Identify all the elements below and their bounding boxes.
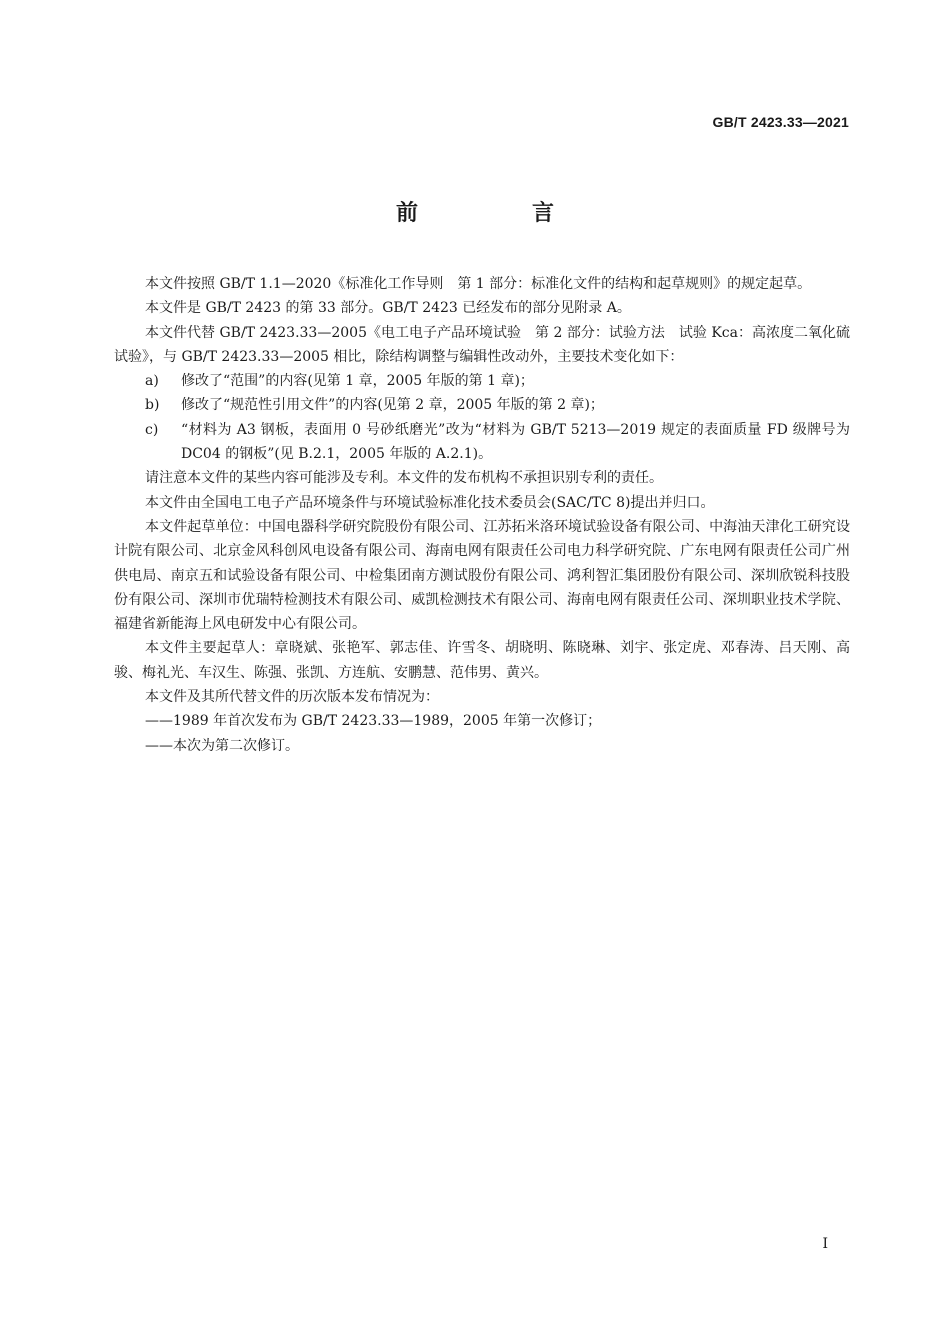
paragraph-replacement: 本文件代替 GB/T 2423.33—2005《电工电子产品环境试验 第 2 部分：试验方法 试验 Kca：高浓度二氧化硫试验》，与 GB/T 2423.33—2005 相比，除结构调整与编辑性改动外，主要技术变化如下： xyxy=(114,324,850,365)
paragraph-history-intro: 本文件及其所代替文件的历次版本发布情况为： xyxy=(145,689,439,706)
history-item: ——本次为第二次修订。 xyxy=(145,737,299,754)
document-code: GB/T 2423.33—2021 xyxy=(712,114,849,130)
list-marker: c) xyxy=(145,421,159,438)
list-item-text: 修改了“范围”的内容(见第 1 章，2005 年版的第 1 章)； xyxy=(181,373,534,390)
foreword-body xyxy=(114,272,850,758)
list-marker: a) xyxy=(145,373,159,390)
list-marker: b) xyxy=(145,397,160,414)
page-number: I xyxy=(822,1236,828,1252)
paragraph-drafting-rules: 本文件按照 GB/T 1.1—2020《标准化工作导则 第 1 部分：标准化文件的结构和起草规则》的规定起草。 xyxy=(145,276,812,292)
paragraph-series-part: 本文件是 GB/T 2423 的第 33 部分。GB/T 2423 已经发布的部分见附录 A。 xyxy=(145,300,631,317)
list-item-text: 修改了“规范性引用文件”的内容(见第 2 章，2005 年版的第 2 章)； xyxy=(181,397,604,414)
paragraph-drafters: 本文件主要起草人：章晓斌、张艳军、郭志佳、许雪冬、胡晓明、陈晓琳、刘宇、张定虎、邓春涛、吕天刚、高骏、梅礼光、车汉生、陈强、张凯、方连航、安鹏慧、范伟男、黄兴。 xyxy=(114,640,850,681)
paragraph-patent-notice: 请注意本文件的某些内容可能涉及专利。本文件的发布机构不承担识别专利的责任。 xyxy=(145,470,663,487)
list-item-text: “材料为 A3 钢板，表面用 0 号砂纸磨光”改为“材料为 GB/T 5213—2019 规定的表面质量 FD 级牌号为 DC04 的钢板”(见 B.2.1，2005 年版的 A.2.1)。 xyxy=(181,421,850,463)
history-item: ——1989 年首次发布为 GB/T 2423.33—1989，2005 年第一次修订； xyxy=(145,713,602,730)
list-item xyxy=(114,393,850,417)
list-item xyxy=(114,369,850,393)
page-title: 前 言 xyxy=(395,201,600,226)
list-item xyxy=(114,418,850,467)
paragraph-proposer: 本文件由全国电工电子产品环境条件与环境试验标准化技术委员会(SAC/TC 8)提出并归口。 xyxy=(145,494,715,511)
paragraph-drafting-units: 本文件起草单位：中国电器科学研究院股份有限公司、江苏拓米洛环境试验设备有限公司、中海油天津化工研究设计院有限公司、北京金风科创风电设备有限公司、海南电网有限责任公司电力科学研究院、广东电网有限责任公司广州供电局、南京五和试验设备有限公司、中检集团南方测试股份有限公司、鸿利智汇集团股份有限公司、深圳欣锐科技股份有限公司、深圳市优瑞特检测技术有限公司、威凯检测技术有限公司、海南电网有限责任公司、深圳职业技术学院、福建省新能海上风电研发中心有限公司。 xyxy=(114,518,850,633)
